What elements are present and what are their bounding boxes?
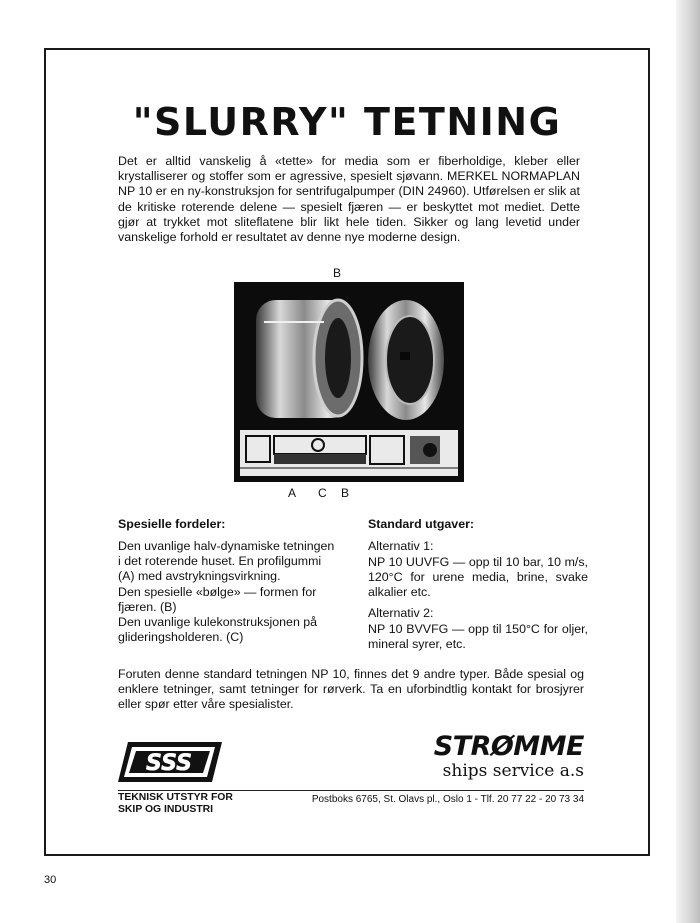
photo-label-a: A <box>288 486 297 500</box>
footer-paragraph: Foruten denne standard tetningen NP 10, finnes det 9 andre typer. Både spesial og enklere tetninger, samt tetninger for rørverk. Ta en uforbindtlig kontakt for brosjyrer eller spør etter våre spesialister. <box>118 667 584 712</box>
page-edge-shadow <box>676 0 700 923</box>
stromme-name: STRØMME <box>433 731 584 762</box>
photo-label-b: B <box>341 486 350 500</box>
stromme-subtitle: ships service a.s <box>442 761 584 781</box>
footer-divider <box>118 790 584 791</box>
sss-caption: TEKNISK UTSTYR FOR SKIP OG INDUSTRI <box>118 792 233 815</box>
page-number: 30 <box>44 874 57 886</box>
photo-label-b-top: B <box>333 266 342 280</box>
headline: "SLURRY" TETNING <box>132 100 562 144</box>
advantages-heading: Spesielle fordeler: <box>118 517 226 531</box>
alternative-2-text: NP 10 BVVFG — opp til 150°C for oljer, mineral syrer, etc. <box>368 622 588 652</box>
seal-illustration <box>234 282 464 482</box>
alternative-1-title: Alternativ 1: <box>368 539 434 553</box>
alternative-1-text: NP 10 UUVFG — opp til 10 bar, 10 m/s, 120°C for urene media, brine, svake alkalier etc. <box>368 555 588 600</box>
seal-photo <box>234 282 464 482</box>
alternative-2-title: Alternativ 2: <box>368 606 434 620</box>
stromme-logo <box>424 732 584 780</box>
photo-label-c: C <box>318 486 327 500</box>
advertisement-frame <box>44 48 650 856</box>
sss-logo <box>118 740 222 789</box>
advantages-text: Den uvanlige halv-dynamiske tetningen i det roterende huset. En profilgummi (A) med avstrykningsvirkning. Den spesielle «bølge» — formen for fjæren. (B) Den uvanlige kulekonstruksjonen på glideringsholderen. (C) <box>118 539 335 645</box>
svg-text:SSS: SSS <box>146 751 192 776</box>
intro-paragraph: Det er alltid vanskelig å «tette» for media som er fiberholdige, kleber eller krystalliserer og stoffer som er agressive, spesielt sjøvann. MERKEL NORMAPLAN NP 10 er en ny-konstruksjon for sentrifugalpumper (DIN 24960). Utførelsen er slik at de kritiske roterende delene — spesielt fjæren — er beskyttet mot mediet. Dette gjør at trykket mot sliteflatene blir likt hele tiden. Sikker og lang levetid under vanskelige forhold er resultatet av denne nye moderne design. <box>118 154 580 245</box>
address-line: Postboks 6765, St. Olavs pl., Oslo 1 - Tlf. 20 77 22 - 20 73 34 <box>311 794 584 805</box>
standard-heading: Standard utgaver: <box>368 517 475 531</box>
